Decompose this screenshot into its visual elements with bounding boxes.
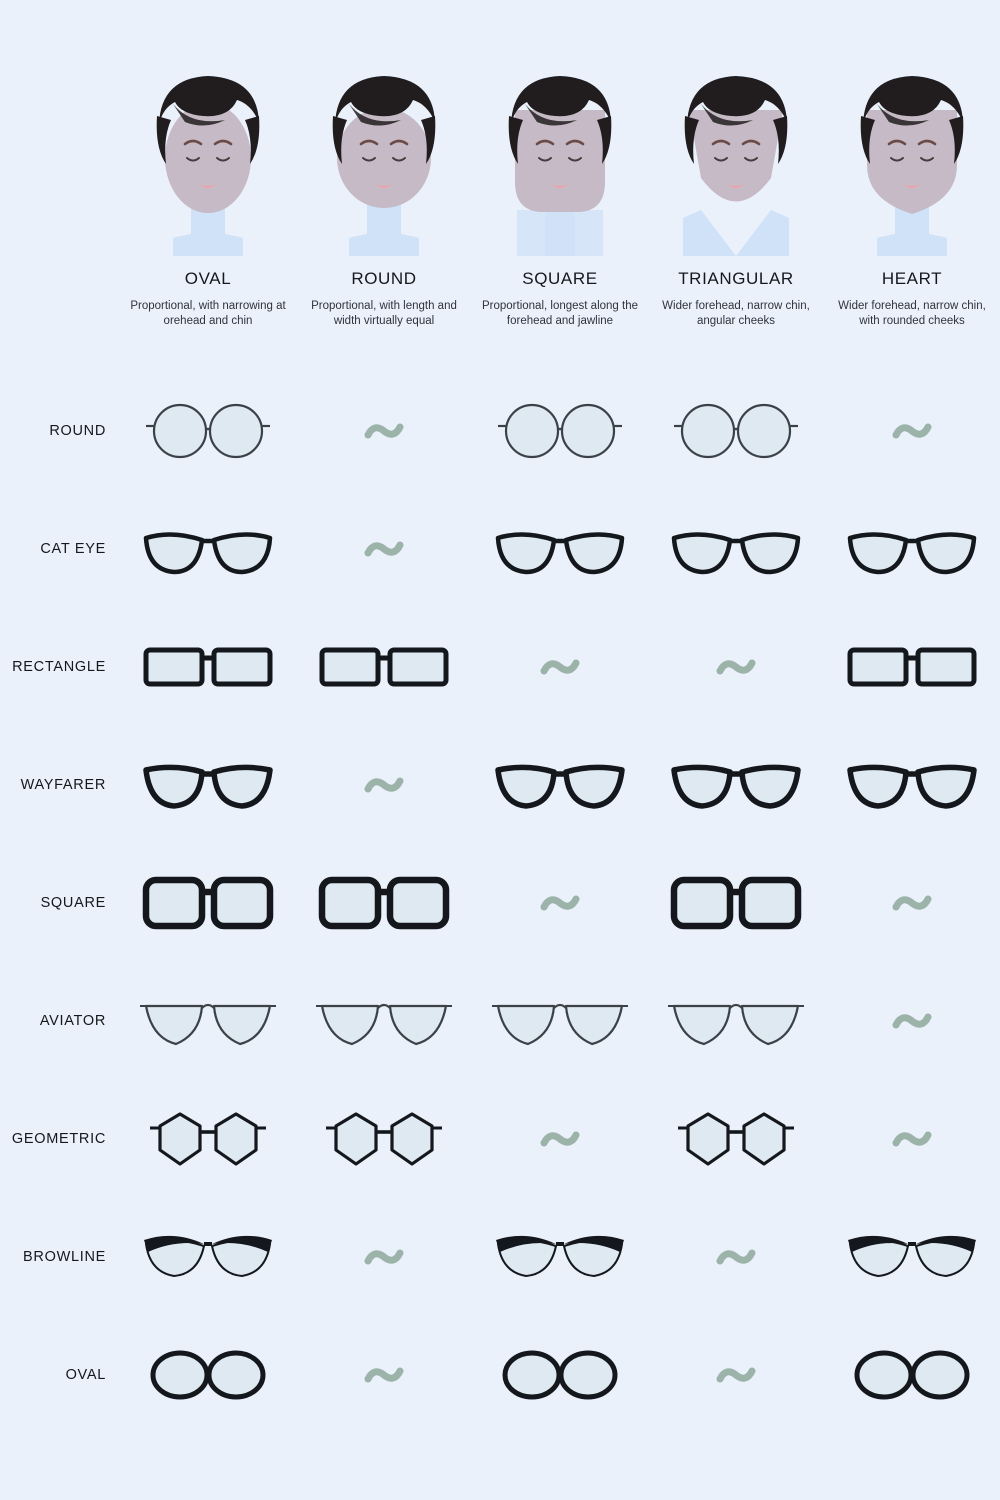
match-cell bbox=[648, 844, 824, 962]
face-illustration-round bbox=[309, 60, 459, 255]
face-illustration-triangular bbox=[661, 60, 811, 255]
match-cell bbox=[120, 372, 296, 490]
no-match-cell bbox=[472, 1080, 648, 1198]
face-name-label: HEART bbox=[881, 269, 943, 288]
row-label-aviator: AVIATOR bbox=[39, 1013, 106, 1029]
match-cell bbox=[296, 1080, 472, 1198]
match-cell bbox=[824, 1316, 1000, 1434]
face-description: Proportional, longest along the forehead and jawline bbox=[482, 300, 638, 327]
match-cell bbox=[824, 608, 1000, 726]
face-column-round bbox=[296, 60, 472, 360]
table-row bbox=[0, 490, 1000, 608]
match-cell bbox=[120, 726, 296, 844]
match-cell bbox=[120, 1080, 296, 1198]
face-description: Proportional, with narrowing at orehead and chin bbox=[130, 300, 286, 327]
table-row bbox=[0, 726, 1000, 844]
match-cell bbox=[648, 726, 824, 844]
face-description: Wider forehead, narrow chin, with rounded cheeks bbox=[838, 300, 986, 327]
match-cell bbox=[472, 490, 648, 608]
match-cell bbox=[472, 726, 648, 844]
match-cell bbox=[120, 844, 296, 962]
no-match-cell bbox=[296, 726, 472, 844]
face-column-heart bbox=[824, 60, 1000, 360]
no-match-cell bbox=[472, 608, 648, 726]
face-description: Wider forehead, narrow chin, angular cheeks bbox=[662, 300, 810, 327]
no-match-cell bbox=[648, 1316, 824, 1434]
row-label-wayfarer: WAYFARER bbox=[20, 777, 106, 793]
match-cell bbox=[648, 372, 824, 490]
no-match-cell bbox=[296, 1316, 472, 1434]
face-illustration-heart bbox=[837, 60, 987, 255]
face-name-label: ROUND bbox=[351, 269, 417, 288]
table-row bbox=[0, 1080, 1000, 1198]
match-cell bbox=[120, 962, 296, 1080]
row-label-browline: BROWLINE bbox=[23, 1249, 106, 1265]
match-cell bbox=[648, 962, 824, 1080]
match-cell bbox=[296, 962, 472, 1080]
no-match-cell bbox=[296, 490, 472, 608]
match-cell bbox=[296, 844, 472, 962]
match-cell bbox=[120, 1316, 296, 1434]
match-cell bbox=[648, 490, 824, 608]
row-label-rectangle: RECTANGLE bbox=[12, 659, 106, 675]
no-match-cell bbox=[824, 372, 1000, 490]
face-illustration-oval bbox=[133, 60, 283, 255]
table-row bbox=[0, 1316, 1000, 1434]
match-cell bbox=[296, 608, 472, 726]
eyewear-rows bbox=[0, 372, 1000, 1434]
match-cell bbox=[824, 726, 1000, 844]
table-row bbox=[0, 372, 1000, 490]
match-cell bbox=[472, 1198, 648, 1316]
face-name-label: TRIANGULAR bbox=[678, 269, 794, 288]
match-cell bbox=[472, 962, 648, 1080]
face-description: Proportional, with length and width virtually equal bbox=[311, 300, 457, 327]
match-cell bbox=[472, 372, 648, 490]
face-name-label: OVAL bbox=[184, 269, 232, 288]
face-name-label: SQUARE bbox=[522, 269, 598, 288]
no-match-cell bbox=[648, 1198, 824, 1316]
no-match-cell bbox=[296, 1198, 472, 1316]
match-cell bbox=[648, 1080, 824, 1198]
row-label-oval: OVAL bbox=[65, 1367, 106, 1383]
row-label-round: ROUND bbox=[49, 423, 106, 439]
match-cell bbox=[120, 490, 296, 608]
match-cell bbox=[824, 1198, 1000, 1316]
no-match-cell bbox=[648, 608, 824, 726]
row-label-geometric: GEOMETRIC bbox=[11, 1131, 106, 1147]
no-match-cell bbox=[824, 1080, 1000, 1198]
table-row bbox=[0, 1198, 1000, 1316]
match-cell bbox=[120, 1198, 296, 1316]
no-match-cell bbox=[296, 372, 472, 490]
face-column-square bbox=[472, 60, 648, 360]
face-column-oval bbox=[120, 60, 296, 360]
face-header-row bbox=[120, 60, 1000, 360]
match-cell bbox=[824, 490, 1000, 608]
face-column-triangular bbox=[648, 60, 824, 360]
row-label-square: SQUARE bbox=[40, 895, 106, 911]
table-row bbox=[0, 962, 1000, 1080]
table-row bbox=[0, 844, 1000, 962]
match-cell bbox=[472, 1316, 648, 1434]
face-illustration-square bbox=[485, 60, 635, 255]
no-match-cell bbox=[824, 844, 1000, 962]
no-match-cell bbox=[472, 844, 648, 962]
table-row bbox=[0, 608, 1000, 726]
no-match-cell bbox=[824, 962, 1000, 1080]
match-cell bbox=[120, 608, 296, 726]
row-label-cateye: CAT EYE bbox=[40, 541, 106, 557]
